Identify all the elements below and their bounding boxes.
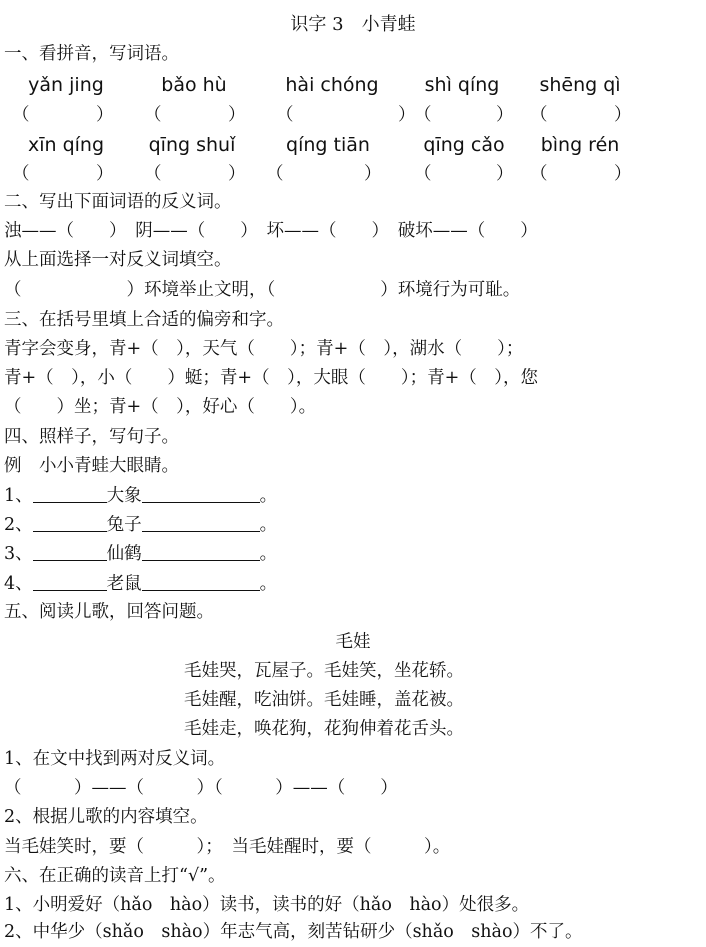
bracket-open: （ bbox=[276, 105, 294, 125]
pinyin-item: shì qíng bbox=[424, 74, 500, 96]
fill-in-line: 当毛娃笑时，要（ ）； 当毛娃醒时，要（ ）。 bbox=[4, 837, 451, 857]
poem-line: 毛娃醒，吃油饼。毛娃睡，盖花被。 bbox=[184, 690, 464, 710]
pinyin-row-1 bbox=[0, 71, 706, 100]
pinyin-item: bìng rén bbox=[540, 134, 620, 156]
write-blank bbox=[33, 511, 107, 532]
fill-in-line: 青+（ ），小（ ）蜓；青+（ ），大眼（ ）；青+（ ），您 bbox=[4, 368, 538, 388]
pinyin-row-2 bbox=[0, 131, 706, 160]
question-text: 2、根据儿歌的内容填空。 bbox=[4, 807, 208, 827]
write-blank bbox=[142, 482, 260, 503]
bracket-open: （ bbox=[12, 164, 30, 184]
poem-line: 毛娃哭，瓦屋子。毛娃笑，坐花轿。 bbox=[184, 661, 464, 681]
answer-brackets-row-1 bbox=[0, 101, 706, 130]
answer-brackets-row-2 bbox=[0, 160, 706, 189]
instruction-text: 从上面选择一对反义词填空。 bbox=[4, 250, 232, 270]
section-6-heading: 六、在正确的读音上打“√”。 bbox=[4, 866, 226, 886]
section-5-heading: 五、阅读儿歌，回答问题。 bbox=[4, 602, 214, 622]
pinyin-item: yǎn jing bbox=[28, 74, 104, 96]
section-3-heading: 三、在括号里填上合适的偏旁和字。 bbox=[4, 310, 284, 330]
write-blank bbox=[142, 570, 260, 591]
antonym-blanks-line: 浊——（ ） 阴——（ ） 坏——（ ） 破坏——（ ） bbox=[4, 221, 538, 241]
reading-choice-line: 1、小明爱好（hǎo hào）读书，读书的好（hǎo hào）处很多。 bbox=[4, 895, 530, 915]
fill-in-line: 青字会变身，青+（ ），天气（ ）；青+（ ），湖水（ ）； bbox=[4, 339, 524, 359]
sentence-item: 4、 老鼠 。 bbox=[4, 570, 706, 599]
sentence-item: 1、 大象 。 bbox=[4, 482, 706, 511]
bracket-close: ） bbox=[496, 105, 514, 125]
bracket-close: ） bbox=[228, 164, 246, 184]
question-text: 1、在文中找到两对反义词。 bbox=[4, 749, 226, 769]
bracket-close: ） bbox=[614, 105, 632, 125]
bracket-open: （ bbox=[414, 164, 432, 184]
bracket-open: （ bbox=[530, 164, 548, 184]
write-blank bbox=[33, 540, 107, 561]
bracket-close: ） bbox=[228, 105, 246, 125]
fill-in-line: （ ）坐；青+（ ），好心（ ）。 bbox=[4, 397, 317, 417]
sentence-item: 3、 仙鹤 。 bbox=[4, 540, 706, 569]
pinyin-item: shēng qì bbox=[539, 74, 621, 96]
fill-in-line: （ ）——（ ）（ ）——（ ） bbox=[4, 778, 398, 798]
write-blank bbox=[33, 482, 107, 503]
section-4-heading: 四、照样子，写句子。 bbox=[4, 427, 179, 447]
bracket-close: ） bbox=[96, 164, 114, 184]
bracket-open: （ bbox=[144, 164, 162, 184]
page-title: 识字 3 小青蛙 bbox=[290, 14, 416, 35]
poem-title: 毛娃 bbox=[335, 632, 371, 652]
bracket-close: ） bbox=[614, 164, 632, 184]
bracket-open: （ bbox=[12, 105, 30, 125]
pinyin-item: qíng tiān bbox=[286, 134, 370, 156]
write-blank bbox=[33, 570, 107, 591]
bracket-open: （ bbox=[144, 105, 162, 125]
write-blank bbox=[142, 511, 260, 532]
fill-in-line: （ ）环境举止文明，（ ）环境行为可耻。 bbox=[4, 280, 521, 300]
pinyin-item: hài chóng bbox=[285, 74, 379, 96]
bracket-close: ） bbox=[96, 105, 114, 125]
bracket-close: ） bbox=[398, 105, 416, 125]
bracket-close: ） bbox=[364, 164, 382, 184]
bracket-open: （ bbox=[414, 105, 432, 125]
bracket-open: （ bbox=[530, 105, 548, 125]
pinyin-item: qīng cǎo bbox=[423, 134, 505, 156]
pinyin-item: xīn qíng bbox=[27, 134, 105, 156]
section-2-heading: 二、写出下面词语的反义词。 bbox=[4, 192, 232, 212]
reading-choice-line: 2、中华少（shǎo shào）年志气高，刻苦钻研少（shǎo shào）不了。 bbox=[4, 922, 583, 942]
pinyin-item: bǎo hù bbox=[161, 74, 227, 96]
section-1-heading: 一、看拼音，写词语。 bbox=[4, 44, 179, 64]
pinyin-item: qīng shuǐ bbox=[148, 134, 236, 156]
bracket-open: （ bbox=[266, 164, 284, 184]
write-blank bbox=[142, 540, 260, 561]
example-sentence: 例 小小青蛙大眼睛。 bbox=[4, 456, 179, 476]
sentence-item: 2、 兔子 。 bbox=[4, 511, 706, 540]
bracket-close: ） bbox=[496, 164, 514, 184]
poem-line: 毛娃走，唤花狗，花狗伸着花舌头。 bbox=[184, 719, 464, 739]
